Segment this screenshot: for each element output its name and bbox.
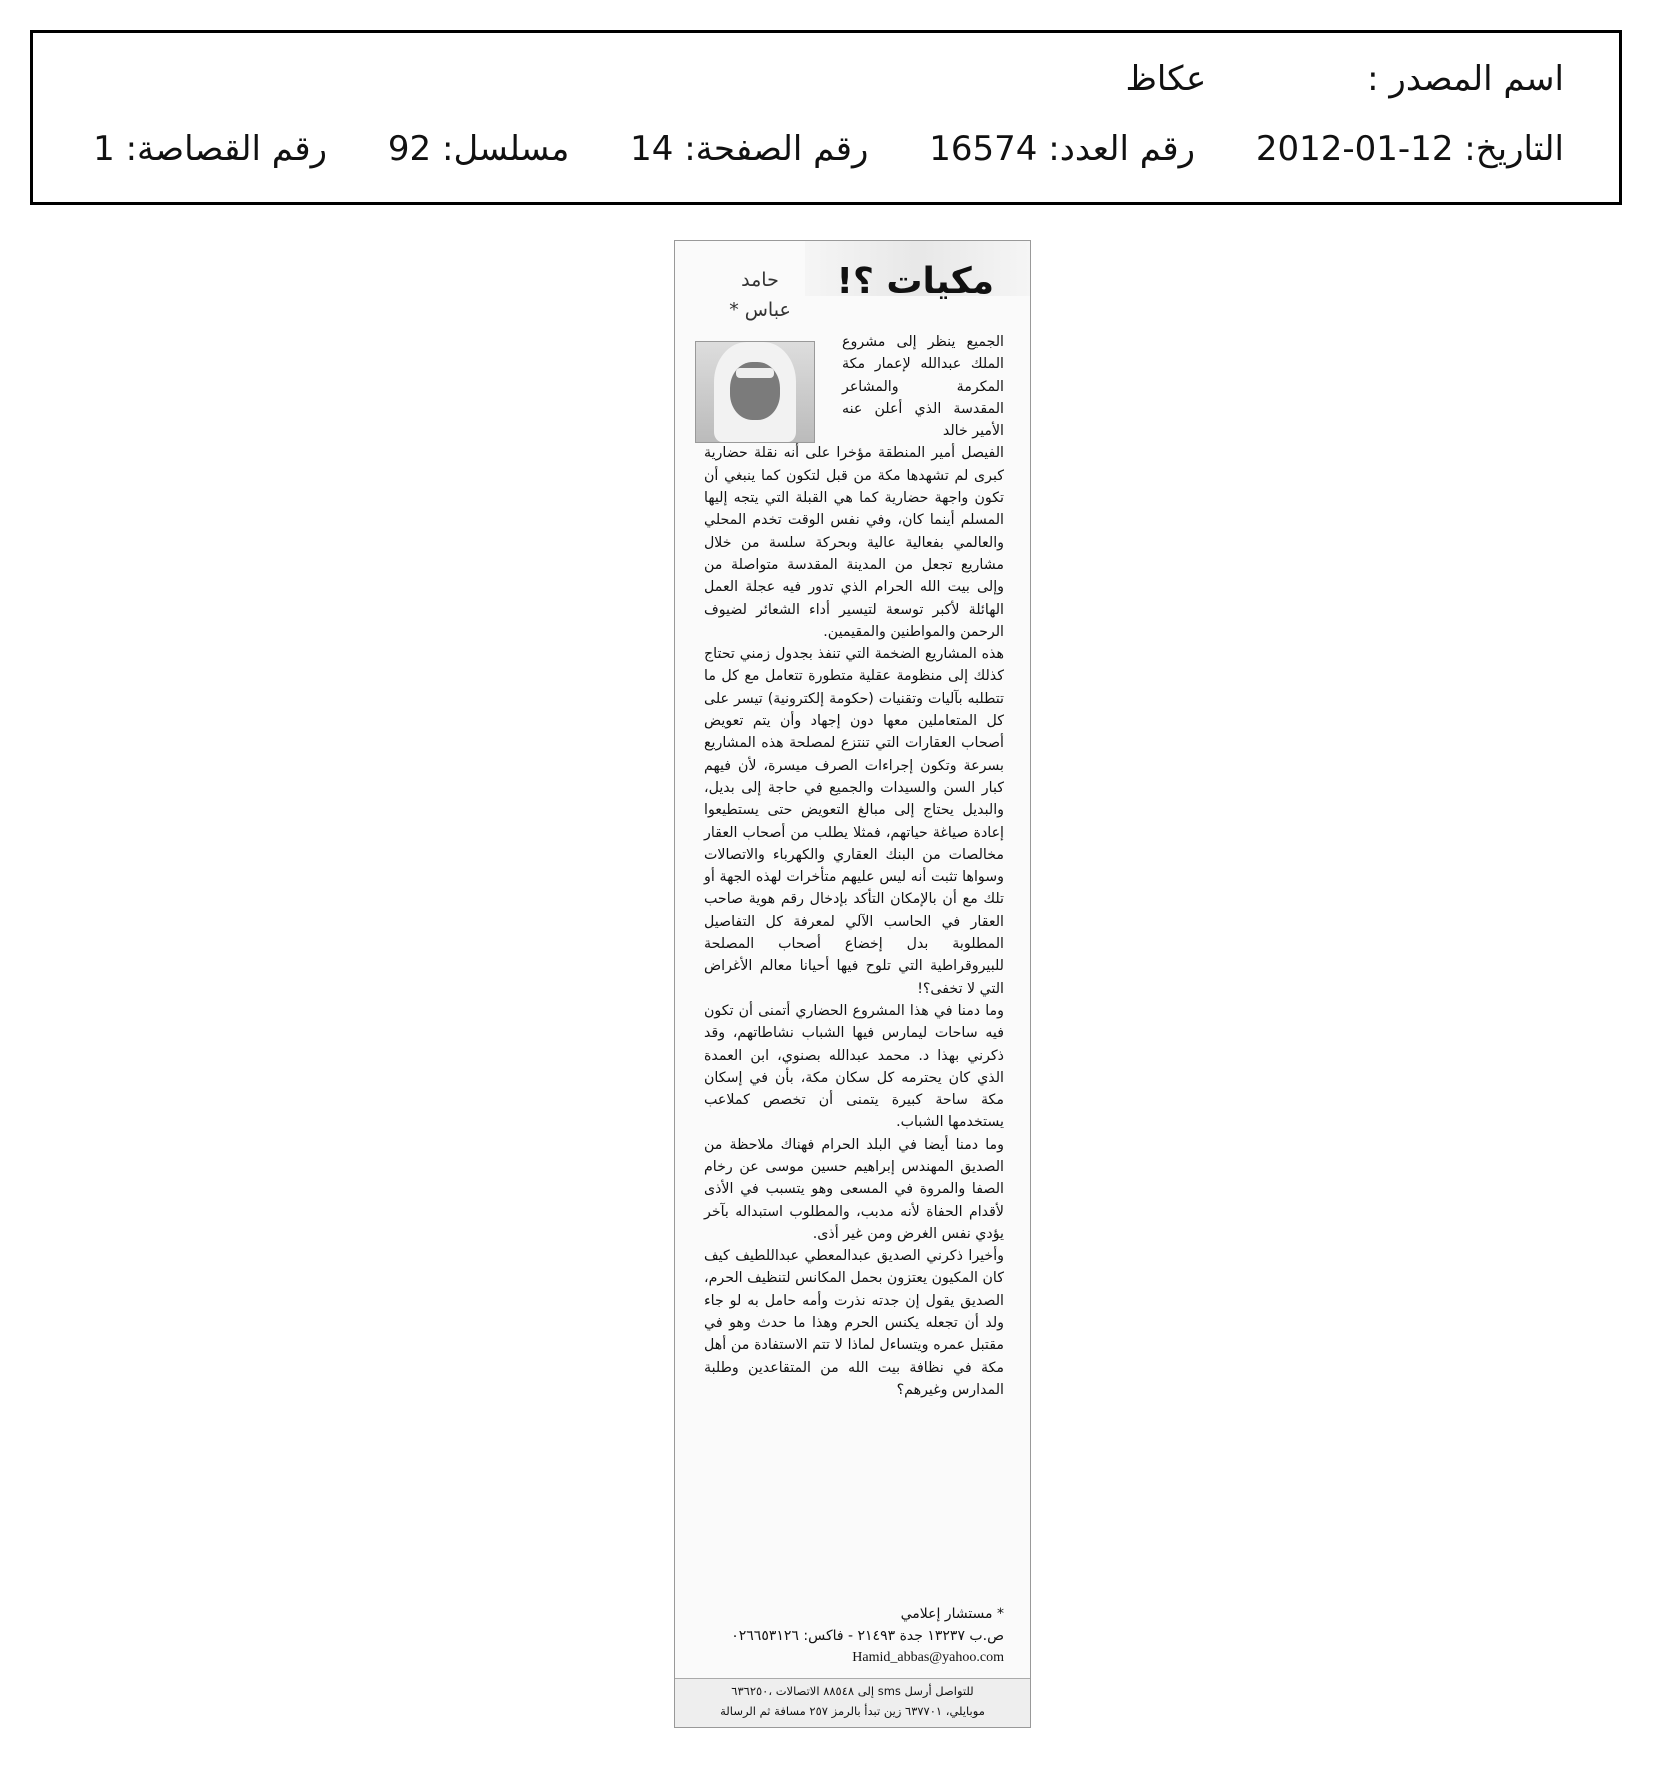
source-row xyxy=(1125,59,1564,99)
article-body xyxy=(704,331,1004,1401)
author-name xyxy=(685,265,835,325)
meta-row xyxy=(43,129,1564,169)
sms-contact-band xyxy=(675,1678,1030,1727)
article-paragraph-2: هذه المشاريع الضخمة التي تنفذ بجدول زمني تحتاج كذلك إلى منظومة عقلية متطورة تتعامل مع كل ما تتطلبه بآليات وتقنيات (حكومة إلكترونية) تيسر على كل المتعاملين معها دون إجهاد وأن يتم تعويض أصحاب العقارات التي تنتزع لمصلحة هذه المشاريع بسرعة وتكون إجراءات الصرف ميسرة، لأن فيهم كبار السن والسيدات والجميع في حاجة إلى بديل، والبديل يحتاج إلى مبالغ التعويض حتى يستطيعوا إعادة صياغة حياتهم، فمثلا يطلب من أصحاب العقار مخالصات من البنك العقاري والكهرباء والاتصالات وسواها تثبت أنه ليس عليهم متأخرات لهذه الجهة أو تلك مع أن بالإمكان التأكد بإدخال رقم هوية صاحب العقار في الحاسب الآلي لمعرفة كل التفاصيل المطلوبة بدل إخضاع أصحاب المصلحة للبيروقراطية التي تلوح فيها أحيانا معالم الأغراض التي لا تخفى؟! xyxy=(704,646,1004,997)
author-first-name: حامد xyxy=(741,269,779,291)
article-paragraph-5: وأخيرا ذكرني الصديق عبدالمعطي عبداللطيف كيف كان المكيون يعتزون بحمل المكانس لتنظيف الحرم، الصديق يقول إن جدته نذرت وأمه حامل به لو جاء ولد أن تجعله يكنس الحرم وهذا ما حدث وهو في مقتبل عمره ويتساءل لماذا لا تتم الاستفادة من أهل مكة في نظافة بيت الله من المتقاعدين وطلبة المدارس وغيرهم؟ xyxy=(704,1248,1004,1398)
article-intro: الجميع ينظر إلى مشروع الملك عبدالله لإعمار مكة المكرمة والمشاعر المقدسة الذي أعلن عنه الأمير خالد xyxy=(842,334,1004,440)
author-last-name: عباس * xyxy=(729,299,791,321)
sms-line-1: للتواصل أرسل sms إلى ٨٨٥٤٨ الاتصالات ،٦٣٦٢٥٠ xyxy=(731,1684,974,1698)
clipping-header xyxy=(30,30,1622,205)
serial-field: مسلسل: 92 xyxy=(387,129,570,169)
author-title: * مستشار إعلامي xyxy=(900,1606,1004,1622)
article-paragraph-4: وما دمنا أيضا في البلد الحرام فهناك ملاحظة من الصديق المهندس إبراهيم حسين موسى عن رخام الصفا والمروة في المسعى وهو يتسبب في الأذى لأقدام الحفاة لأنه مدبب، والمطلوب استبداله بآخر يؤدي نفس الغرض ومن غير أذى. xyxy=(704,1136,1004,1242)
article-paragraph-1: الفيصل أمير المنطقة مؤخرا على أنه نقلة حضارية كبرى لم تشهدها مكة من قبل لتكون كما ينبغي أن تكون واجهة حضارية كما هي القبلة التي يتجه إليها المسلم أينما كان، وفي نفس الوقت تخدم المحلي والعالمي بفعالية عالية وبحركة سلسة من خلال مشاريع تجعل من المدينة المقدسة متواصلة من وإلى بيت الله الحرام الذي تدور فيه عجلة العمل الهائلة لأكبر توسعة لتيسير أداء الشعائر لضيوف الرحمن والمواطنين والمقيمين. xyxy=(704,445,1004,640)
article-clipping xyxy=(674,240,1031,1728)
author-email: Hamid_abbas@yahoo.com xyxy=(852,1650,1004,1665)
issue-field: رقم العدد: 16574 xyxy=(929,129,1196,169)
article-paragraph-3: وما دمنا في هذا المشروع الحضاري أتمنى أن تكون فيه ساحات ليمارس فيها الشباب نشاطاتهم، وقد ذكرني بهذا د. محمد عبدالله بصنوي، ابن العمدة الذي كان يحترمه كل سكان مكة، بأن في إسكان مكة ساحة كبيرة يتمنى أن تخصص كملاعب يستخدمها الشباب. xyxy=(704,1002,1004,1131)
author-contact xyxy=(704,1603,1004,1669)
article-headline: مكيات ؟! xyxy=(836,261,994,302)
author-pobox: ص.ب ١٣٢٣٧ جدة ٢١٤٩٣ - فاكس: ٠٢٦٦٥٣١٢٦ xyxy=(731,1628,1004,1644)
page-field: رقم الصفحة: 14 xyxy=(630,129,869,169)
source-value: عكاظ xyxy=(1125,59,1207,99)
source-label: اسم المصدر : xyxy=(1367,59,1564,99)
clip-number-field: رقم القصاصة: 1 xyxy=(93,129,328,169)
sms-line-2: موبايلي، ٦٣٧٧٠١ زين تبدأ بالرمز ٢٥٧ مسافة ثم الرسالة xyxy=(720,1704,985,1718)
date-field: التاريخ: 12-01-2012 xyxy=(1255,129,1564,169)
